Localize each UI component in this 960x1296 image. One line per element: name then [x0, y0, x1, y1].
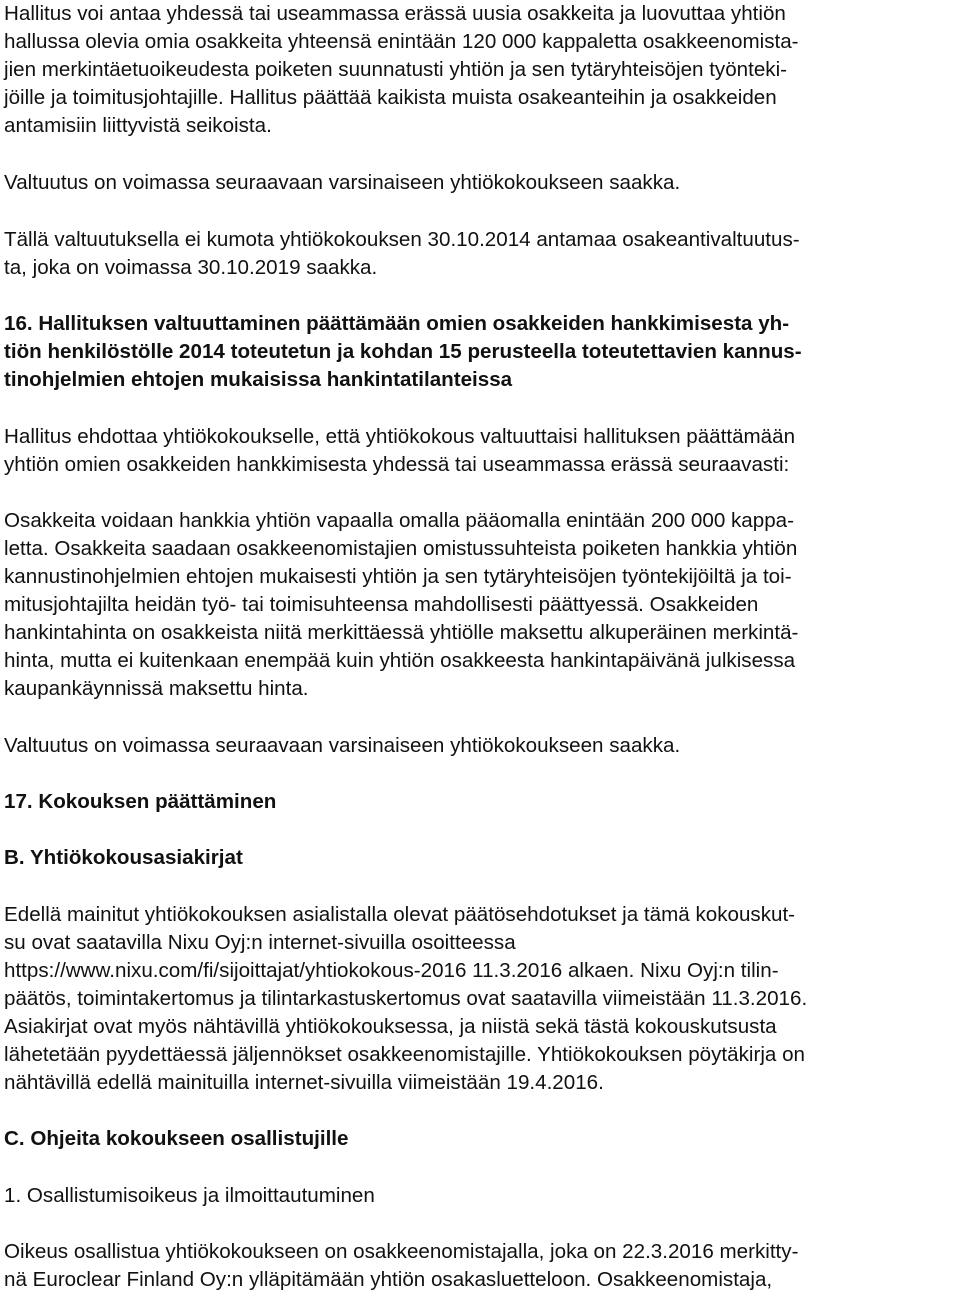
text-line: nä Euroclear Finland Oy:n ylläpitämään yhtiön osakasluetteloon. Osakkeenomistaja,: [4, 1268, 773, 1291]
validity-paragraph: Valtuutus on voimassa seuraavaan varsinaiseen yhtiökokoukseen saakka.: [4, 734, 681, 757]
section-16-heading: tinohjelmien ehtojen mukaisissa hankintatilanteissa: [4, 368, 513, 391]
text-line: Oikeus osallistua yhtiökokoukseen on osakkeenomistajalla, joka on 22.3.2016 merkitty-: [4, 1240, 799, 1263]
section-16-heading: 16. Hallituksen valtuuttaminen päättämään omien osakkeiden hankkimisesta yh-: [4, 312, 790, 335]
text-line: jien merkintäetuoikeudesta poiketen suunnatusti yhtiön ja sen tytäryhteisöjen työnteki-: [4, 58, 788, 81]
text-line: https://www.nixu.com/fi/sijoittajat/yhtiokokous-2016 11.3.2016 alkaen. Nixu Oyj:n tilin-: [4, 959, 779, 982]
section-c-heading: C. Ohjeita kokoukseen osallistujille: [4, 1127, 349, 1150]
subsection-1-heading: 1. Osallistumisoikeus ja ilmoittautuminen: [4, 1184, 375, 1207]
text-line: jöille ja toimitusjohtajille. Hallitus päättää kaikista muista osakeanteihin ja osakkeiden: [4, 86, 777, 109]
validity-paragraph: Valtuutus on voimassa seuraavaan varsinaiseen yhtiökokoukseen saakka.: [4, 171, 681, 194]
text-line: Hallitus voi antaa yhdessä tai useammassa erässä uusia osakkeita ja luovuttaa yhtiön: [4, 2, 786, 25]
text-line: yhtiön omien osakkeiden hankkimisesta yhdessä tai useammassa erässä seuraavasti:: [4, 453, 790, 476]
section-16-heading: tiön henkilöstölle 2014 toteutetun ja kohdan 15 perusteella toteutettavien kannus-: [4, 340, 802, 363]
text-line: Tällä valtuutuksella ei kumota yhtiökokouksen 30.10.2014 antamaa osakeantivaltuutus-: [4, 228, 800, 251]
section-17-heading: 17. Kokouksen päättäminen: [4, 790, 277, 813]
text-line: Asiakirjat ovat myös nähtävillä yhtiökokouksessa, ja niistä sekä tästä kokouskutsusta: [4, 1015, 777, 1038]
text-line: lähetetään pyydettäessä jäljennökset osakkeenomistajille. Yhtiökokouksen pöytäkirja on: [4, 1043, 805, 1066]
text-line: Hallitus ehdottaa yhtiökokoukselle, että yhtiökokous valtuuttaisi hallituksen päättämään: [4, 425, 796, 448]
text-line: mitusjohtajilta heidän työ- tai toimisuhteensa mahdollisesti päättyessä. Osakkeiden: [4, 593, 759, 616]
text-line: Edellä mainitut yhtiökokouksen asialistalla olevat päätösehdotukset ja tämä kokouskut-: [4, 903, 796, 926]
text-line: antamisiin liittyvistä seikoista.: [4, 114, 272, 137]
text-line: nähtävillä edellä mainituilla internet-sivuilla viimeistään 19.4.2016.: [4, 1071, 604, 1094]
text-line: kannustinohjelmien ehtojen mukaisesti yhtiön ja sen tytäryhteisöjen työntekijöiltä ja toi-: [4, 565, 792, 588]
text-line: su ovat saatavilla Nixu Oyj:n internet-sivuilla osoitteessa: [4, 931, 516, 954]
text-line: kaupankäynnissä maksettu hinta.: [4, 677, 309, 700]
text-line: hinta, mutta ei kuitenkaan enempää kuin yhtiön osakkeesta hankintapäivänä julkisessa: [4, 649, 796, 672]
text-line: päätös, toimintakertomus ja tilintarkastuskertomus ovat saatavilla viimeistään 11.3.2016.: [4, 987, 808, 1010]
text-line: hankintahinta on osakkeista niitä merkittäessä yhtiölle maksettu alkuperäinen merkintä-: [4, 621, 799, 644]
text-line: hallussa olevia omia osakkeita yhteensä enintään 120 000 kappaletta osakkeenomista-: [4, 30, 799, 53]
text-line: letta. Osakkeita saadaan osakkeenomistajien omistussuhteista poiketen hankkia yhtiön: [4, 537, 798, 560]
text-line: Osakkeita voidaan hankkia yhtiön vapaalla omalla pääomalla enintään 200 000 kappa-: [4, 509, 794, 532]
text-line: ta, joka on voimassa 30.10.2019 saakka.: [4, 256, 378, 279]
section-b-heading: B. Yhtiökokousasiakirjat: [4, 846, 243, 869]
